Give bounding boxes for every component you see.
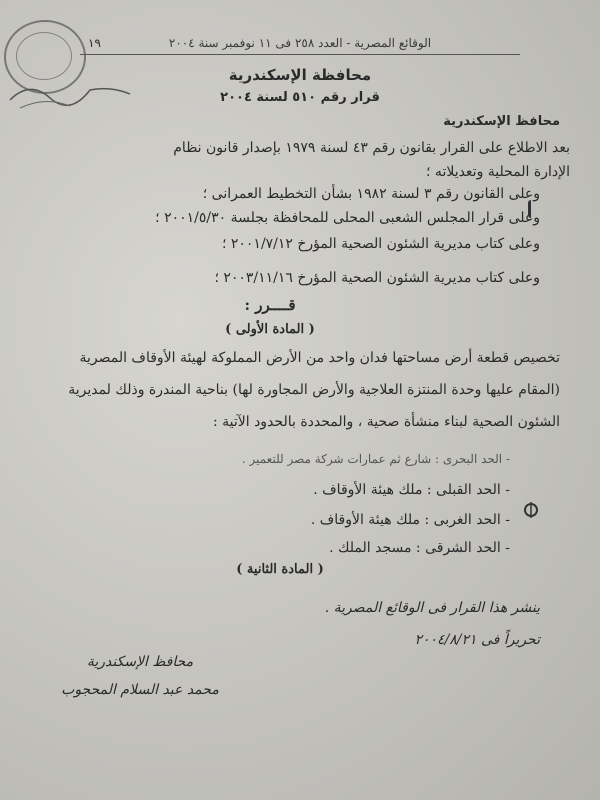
boundary-west: - الحد الغربى : ملك هيئة الأوقاف . <box>310 512 510 528</box>
boundary-north: - الحد البحرى : شارع ثم عمارات شركة مصر للتعمير . <box>241 452 510 466</box>
handwritten-scribble <box>0 60 140 120</box>
gazette-header: الوقائع المصرية - العدد ٢٥٨ فى ١١ نوفمبر سنة ٢٠٠٤ <box>168 36 432 50</box>
margin-mark <box>528 200 539 218</box>
issue-date: تحريراً فى ٢٠٠٤/٨/٢١ <box>414 632 540 648</box>
article-1-line: تخصيص قطعة أرض مساحتها فدان واحد من الأرض المملوكة لهيئة الأوقاف المصرية <box>79 350 560 366</box>
signatory-name: محمد عبد السلام المحجوب <box>61 682 219 698</box>
preamble-line: وعلى القانون رقم ٣ لسنة ١٩٨٢ بشأن التخطيط العمرانى ؛ <box>202 186 540 202</box>
signatory-title: محافظ الإسكندرية <box>86 654 194 670</box>
article-2-heading: ( المادة الثانية ) <box>236 562 324 577</box>
issuer-heading: محافظ الإسكندرية <box>443 114 560 129</box>
preamble-line: وعلى قرار المجلس الشعبى المحلى للمحافظة بجلسة ٢٠٠١/٥/٣٠ ؛ <box>155 210 540 226</box>
decree-number: قرار رقم ٥١٠ لسنة ٢٠٠٤ <box>220 90 380 105</box>
article-1-line: (المقام عليها وحدة المنتزة العلاجية والأرض المجاورة لها) بناحية المندرة وذلك لمديرية <box>68 382 560 398</box>
boundary-south: - الحد القبلى : ملك هيئة الأوقاف . <box>313 482 510 498</box>
preamble-line: وعلى كتاب مديرية الشئون الصحية المؤرخ ٢٠٠٣/١١/١٦ ؛ <box>214 270 540 286</box>
publish-statement: ينشر هذا القرار فى الوقائع المصرية . <box>324 600 540 616</box>
preamble-line: وعلى كتاب مديرية الشئون الصحية المؤرخ ٢٠٠١/٧/١٢ ؛ <box>221 236 540 252</box>
header-divider <box>80 54 520 55</box>
governorate-title: محافظة الإسكندرية <box>228 66 372 84</box>
margin-mark <box>520 500 542 520</box>
preamble-line: الإدارة المحلية وتعديلاته ؛ <box>426 164 570 180</box>
page-number: ١٩ <box>88 36 101 50</box>
boundary-east: - الحد الشرقى : مسجد الملك . <box>329 540 510 556</box>
decided-label: قــــرر : <box>244 296 296 314</box>
article-1-heading: ( المادة الأولى ) <box>225 322 315 337</box>
article-1-line: الشئون الصحية لبناء منشأة صحية ، والمحددة بالحدود الآتية : <box>212 414 560 430</box>
preamble-line: بعد الاطلاع على القرار بقانون رقم ٤٣ لسنة ١٩٧٩ بإصدار قانون نظام <box>173 140 570 156</box>
